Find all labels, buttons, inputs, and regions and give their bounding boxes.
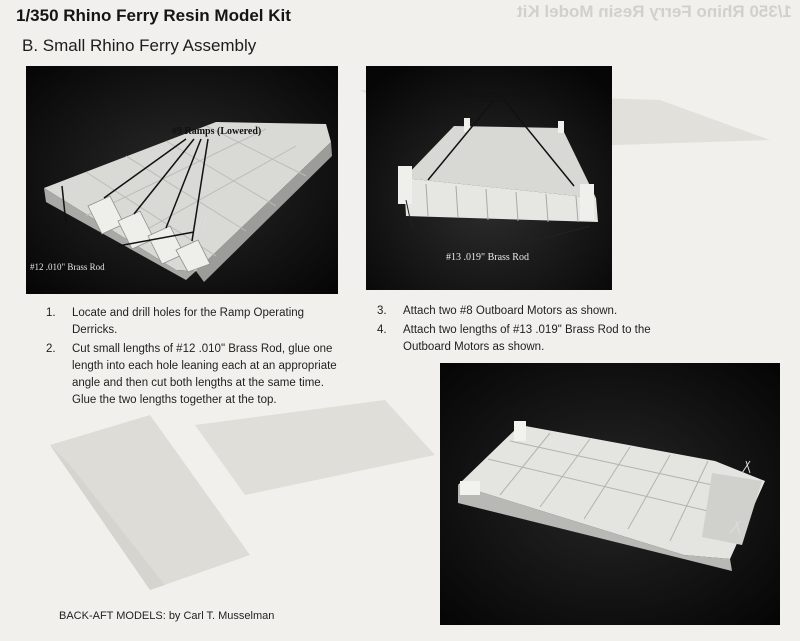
page-title: 1/350 Rhino Ferry Resin Model Kit — [16, 6, 291, 25]
label-ramps: #9 Ramps (Lowered) — [172, 126, 262, 137]
step-number: 2. — [46, 343, 56, 355]
label-brass-rod-13: #13 .019" Brass Rod — [446, 252, 529, 263]
label-outboard-motors: #8 Outboard Motors — [460, 90, 542, 101]
step-text: Cut small lengths of #12 .010" Brass Rod, glue one length into each hole leaning each at an appropriate angle and then cut both lengths at the same time. Glue the two lengths together at the top. — [72, 343, 337, 406]
footer-credit: BACK-AFT MODELS: by Carl T. Musselman — [59, 610, 275, 622]
photo-assembled-ferry — [440, 363, 780, 625]
step-text: Attach two #8 Outboard Motors as shown. — [403, 305, 618, 317]
bleed-through-text: 1/350 Rhino Ferry Resin Model Kit — [517, 2, 792, 21]
step-4 — [377, 322, 677, 356]
step-3 — [377, 303, 677, 320]
step-text: Locate and drill holes for the Ramp Operating Derricks. — [72, 307, 305, 336]
ghost-raft-middle — [185, 395, 445, 505]
steps-right — [377, 303, 677, 358]
step-2 — [46, 341, 346, 409]
step-text: Attach two lengths of #13 .019" Brass Rod to the Outboard Motors as shown. — [403, 324, 651, 353]
step-number: 4. — [377, 324, 387, 336]
section-title: B. Small Rhino Ferry Assembly — [22, 36, 257, 55]
step-1 — [46, 305, 346, 339]
photo-outboard-motors — [366, 66, 612, 290]
photo-ramps — [26, 66, 338, 294]
step-number: 1. — [46, 307, 56, 319]
step-number: 3. — [377, 305, 387, 317]
label-brass-rod-12: #12 .010" Brass Rod — [30, 262, 105, 272]
steps-left — [46, 305, 346, 411]
